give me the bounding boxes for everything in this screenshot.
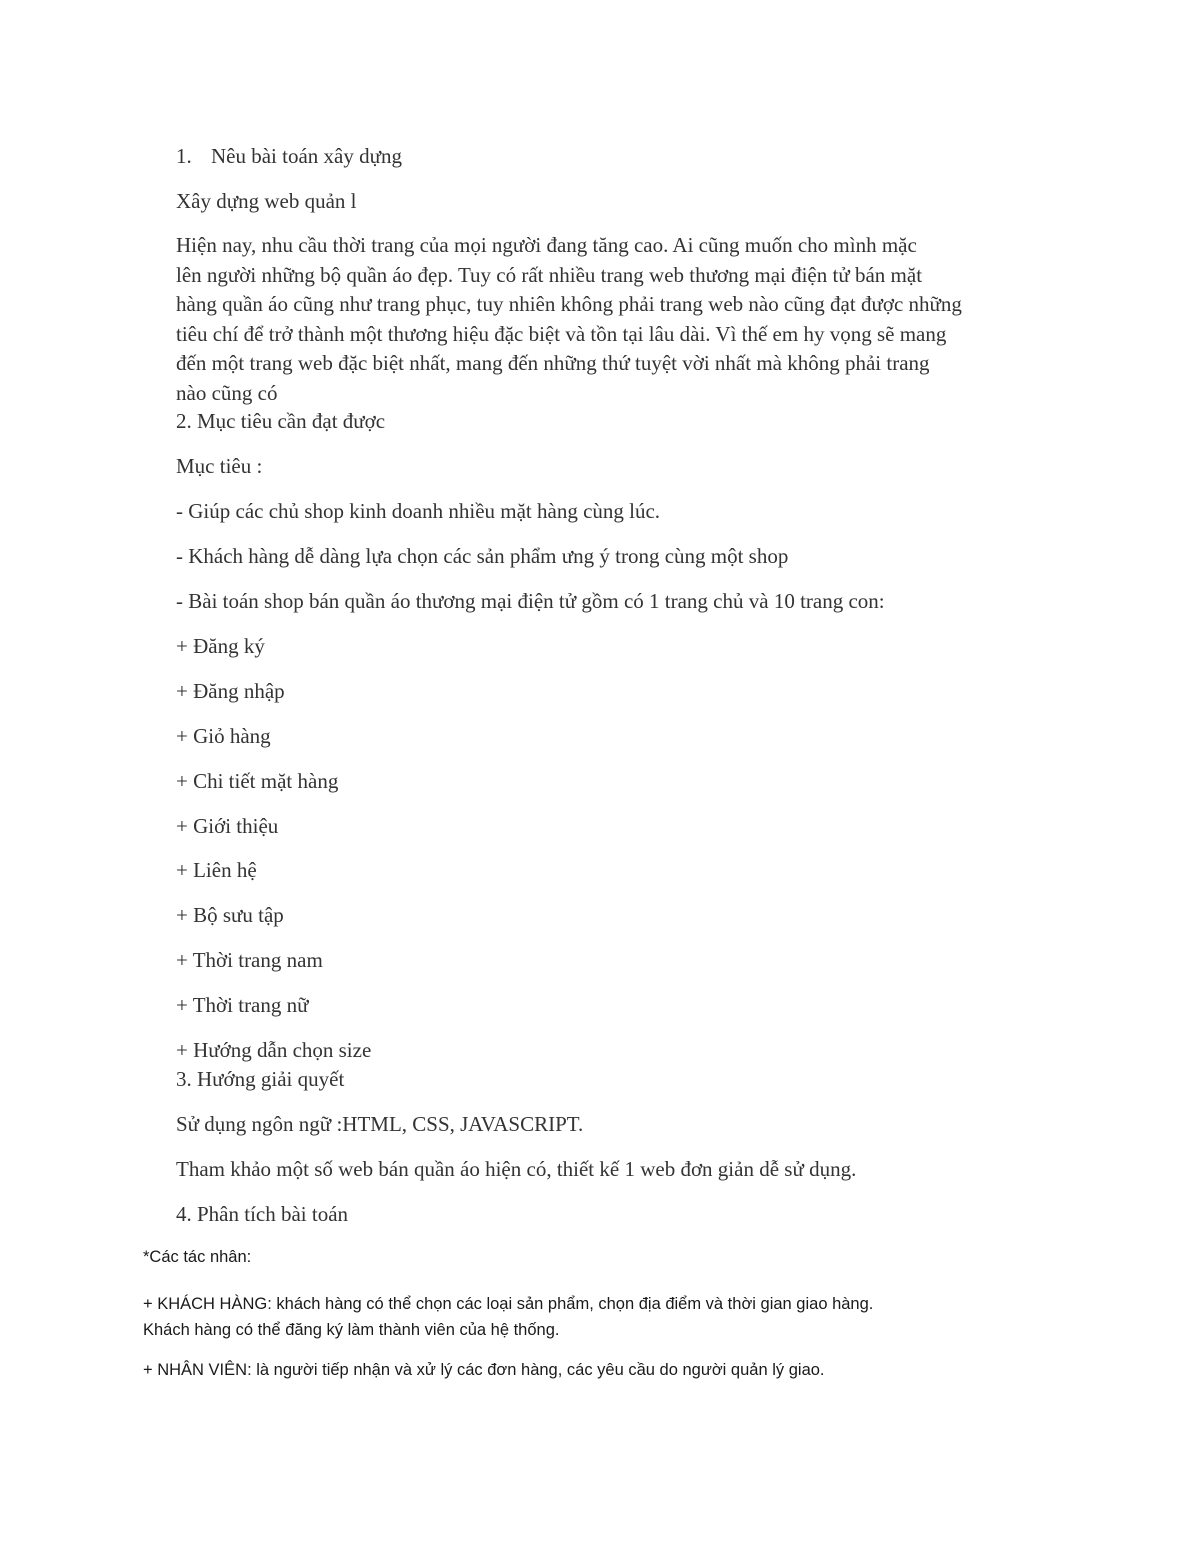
customer-actor-line: + KHÁCH HÀNG: khách hàng có thể chọn các loại sản phẩm, chọn địa điểm và thời gian giao hàng. <box>143 1295 874 1313</box>
page-list-item: + Giỏ hàng <box>176 724 271 748</box>
page-list-item: + Thời trang nam <box>176 948 323 972</box>
section-1-paragraph <box>176 231 1066 408</box>
paragraph-line: Hiện nay, nhu cầu thời trang của mọi người đang tăng cao. Ai cũng muốn cho mình mặc <box>176 233 917 257</box>
goal-label: Mục tiêu : <box>176 454 263 478</box>
section-1-number: 1. <box>176 144 192 168</box>
section-1-heading <box>176 142 402 171</box>
section-1-subtitle: Xây dựng web quản l <box>176 189 357 213</box>
goal-item: - Giúp các chủ shop kinh doanh nhiều mặt hàng cùng lúc. <box>176 499 661 523</box>
section-3-title: 3. Hướng giải quyết <box>176 1067 345 1091</box>
paragraph-line: tiêu chí để trở thành một thương hiệu đặc biệt và tồn tại lâu dài. Vì thế em hy vọng sẽ mang <box>176 321 947 346</box>
paragraph-line: nào cũng có <box>176 380 278 405</box>
section-1-title: Nêu bài toán xây dựng <box>211 144 402 168</box>
staff-actor-line: + NHÂN VIÊN: là người tiếp nhận và xử lý các đơn hàng, các yêu cầu do người quản lý giao. <box>143 1361 825 1379</box>
section-2-title: 2. Mục tiêu cần đạt được <box>176 409 386 433</box>
section-3-line: Sử dụng ngôn ngữ :HTML, CSS, JAVASCRIPT. <box>176 1112 584 1136</box>
page-list-item: + Đăng nhập <box>176 679 285 703</box>
actors-label: *Các tác nhân: <box>143 1248 252 1266</box>
page-list-item: + Thời trang nữ <box>176 993 309 1017</box>
paragraph-line: hàng quần áo cũng như trang phục, tuy nhiên không phải trang web nào cũng đạt được những <box>176 292 962 316</box>
page-list-item: + Chi tiết mặt hàng <box>176 769 339 793</box>
section-3-line: Tham khảo một số web bán quần áo hiện có, thiết kế 1 web đơn giản dễ sử dụng. <box>176 1157 857 1181</box>
page-list-item: + Hướng dẫn chọn size <box>176 1038 372 1062</box>
section-4-title: 4. Phân tích bài toán <box>176 1202 349 1226</box>
page-list-item: + Đăng ký <box>176 634 265 658</box>
paragraph-line: đến một trang web đặc biệt nhất, mang đến những thứ tuyệt vời nhất mà không phải trang <box>176 351 930 375</box>
paragraph-line: lên người những bộ quần áo đẹp. Tuy có rất nhiều trang web thương mại điện tử bán mặt <box>176 262 923 287</box>
customer-actor-line: Khách hàng có thể đăng ký làm thành viên của hệ thống. <box>143 1321 560 1339</box>
goal-item: - Bài toán shop bán quần áo thương mại điện tử gồm có 1 trang chủ và 10 trang con: <box>176 589 885 613</box>
page-list-item: + Liên hệ <box>176 858 257 882</box>
page-list-item: + Bộ sưu tập <box>176 903 284 927</box>
page-list-item: + Giới thiệu <box>176 814 279 838</box>
goal-item: - Khách hàng dễ dàng lựa chọn các sản phẩm ưng ý trong cùng một shop <box>176 544 789 568</box>
